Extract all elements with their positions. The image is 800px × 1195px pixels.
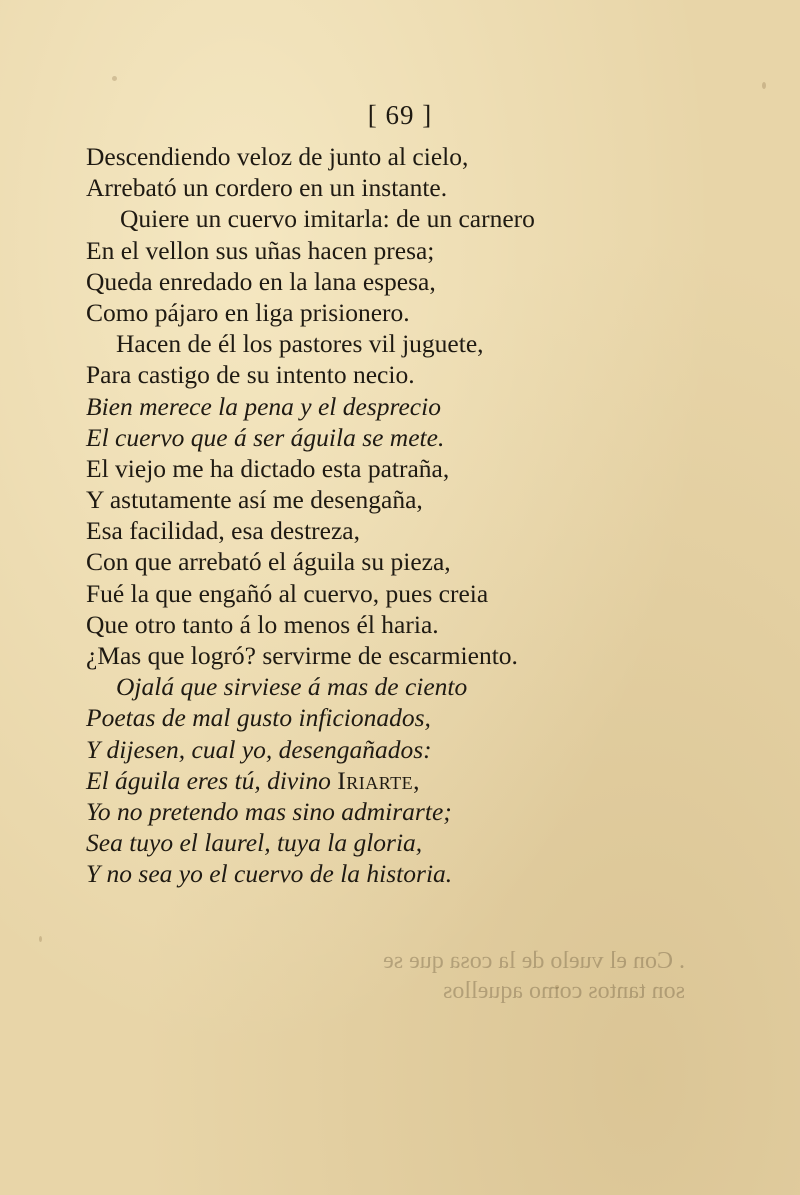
poem-line: Bien merece la pena y el desprecio xyxy=(86,391,441,421)
show-through-text: . Con el vuelo de la cosa que se son tantos como aquellos xyxy=(383,948,685,1004)
poem-line: El viejo me ha dictado esta patraña, xyxy=(86,453,450,483)
page-number: [ 69 ] xyxy=(367,100,433,130)
poem-line: Quiere un cuervo imitarla: de un carnero xyxy=(120,204,535,234)
poem-line: Esa facilidad, esa destreza, xyxy=(86,516,360,546)
poem-line: Yo no pretendo mas sino admirarte; xyxy=(86,796,452,826)
poem-line: Con que arrebató el águila su pieza, xyxy=(86,547,451,577)
poem-line: Para castigo de su intento necio. xyxy=(86,360,415,390)
poem-line: Descendiendo veloz de junto al cielo, xyxy=(86,142,469,171)
poem-line: Hacen de él los pastores vil juguete, xyxy=(116,329,484,359)
paper-stain xyxy=(112,76,117,81)
poem-line: El cuervo que á ser águila se mete. xyxy=(86,422,445,452)
poem-line: Que otro tanto á lo menos él haria. xyxy=(86,609,439,639)
author-name: Iriarte, xyxy=(337,765,420,795)
poem-line: Fué la que engañó al cuervo, pues creia xyxy=(86,578,489,608)
poem-line: Y dijesen, cual yo, desengañados: xyxy=(86,734,432,764)
poem-line-start: El águila eres tú, divino xyxy=(86,765,331,795)
poem-line: Y astutamente así me desengaña, xyxy=(86,485,423,515)
poem-line: ¿Mas que logró? servirme de escarmiento. xyxy=(86,641,518,670)
paper-stain xyxy=(762,82,766,89)
poem-line: Arrebató un cordero en un instante. xyxy=(86,173,448,203)
poem-line: Poetas de mal gusto inficionados, xyxy=(86,703,431,733)
poem-line: Como pájaro en liga prisionero. xyxy=(86,297,410,327)
poem-body xyxy=(86,141,686,890)
poem-line: En el vellon sus uñas hacen presa; xyxy=(86,235,435,265)
poem-line-with-name xyxy=(86,765,686,796)
poem-line: Sea tuyo el laurel, tuya la gloria, xyxy=(86,828,423,858)
poem-line: Queda enredado en la lana espesa, xyxy=(86,266,436,296)
paper-stain xyxy=(39,936,42,942)
poem-line: Ojalá que sirviese á mas de ciento xyxy=(116,672,468,702)
poem-line: Y no sea yo el cuervo de la historia. xyxy=(86,859,453,889)
